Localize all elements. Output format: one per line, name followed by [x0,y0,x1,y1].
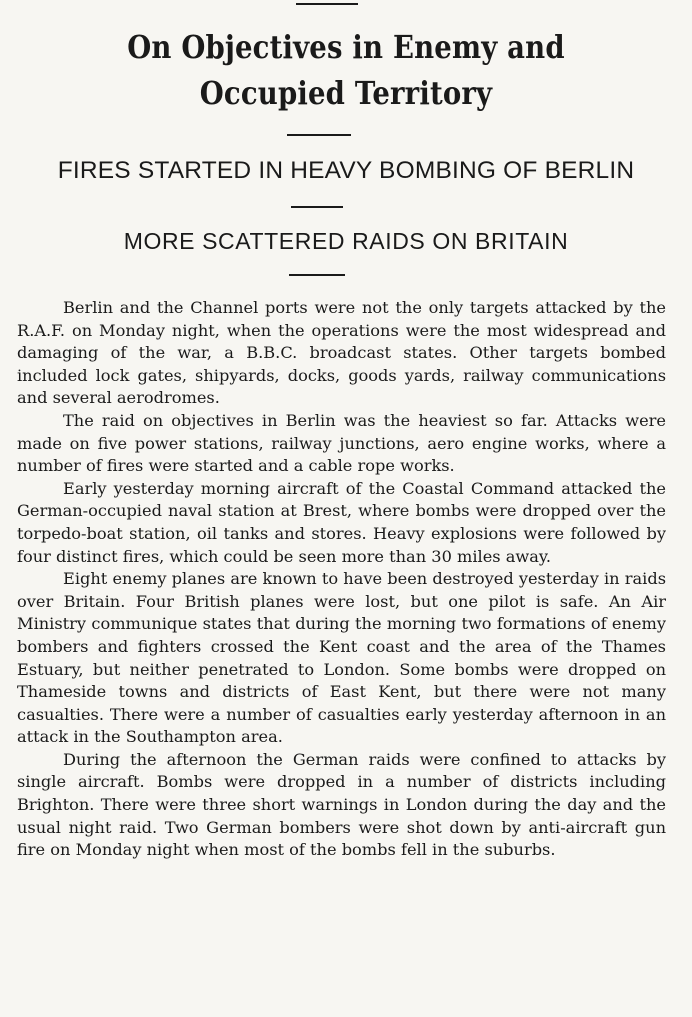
paragraph-1: Berlin and the Channel ports were not the only targets attacked by the R.A.F. on Monday night, when the operations were the most widespread and damaging of the war, a B.B.C. broadcast states. Other targets bombed included lock gates, shipyards, docks, goods yards, railway communications and several aerodromes. [17,298,666,408]
paragraph-4: Eight enemy planes are known to have been destroyed yesterday in raids over Britain. Four British planes were lost, but one pilot is safe. An Air Ministry communique states that during the morning two formations of enemy bombers and fighters crossed the Kent coast and the area of the Thames Estuary, but neither penetrated to London. Some bombs were dropped on Thameside towns and districts of East Kent, but there were not many casualties. There were a number of casualties early yesterday afternoon in an attack in the Southampton area. [17,569,666,747]
paragraph-5: During the afternoon the German raids were confined to attacks by single aircraft. Bombs were dropped in a number of districts including Brighton. There were three short warnings in London during the day and the usual night raid. Two German bombers were shot down by anti-aircraft gun fire on Monday night when most of the bombs fell in the suburbs. [17,749,666,860]
divider-rule-2 [291,206,343,208]
subheadline-britain: MORE SCATTERED RAIDS ON BRITAIN [123,228,569,254]
article-body [17,297,666,862]
top-rule [296,3,358,5]
paragraph-3: Early yesterday morning aircraft of the Coastal Command attacked the German-occupied naval station at Brest, where bombs were dropped over the torpedo-boat station, oil tanks and stores. Heavy explosions were followed by four distinct fires, which could be seen more than 30 miles away. [17,478,666,566]
divider-rule-3 [289,274,345,276]
paragraph-2: The raid on objectives in Berlin was the heaviest so far. Attacks were made on five power stations, railway junctions, aero engine works, where a number of fires were started and a cable rope works. [17,410,666,476]
subheadline-berlin: FIRES STARTED IN HEAVY BOMBING OF BERLIN [57,157,635,184]
headline: On Objectives in Enemy and Occupied Territory [127,28,565,112]
divider-rule-1 [287,134,351,136]
